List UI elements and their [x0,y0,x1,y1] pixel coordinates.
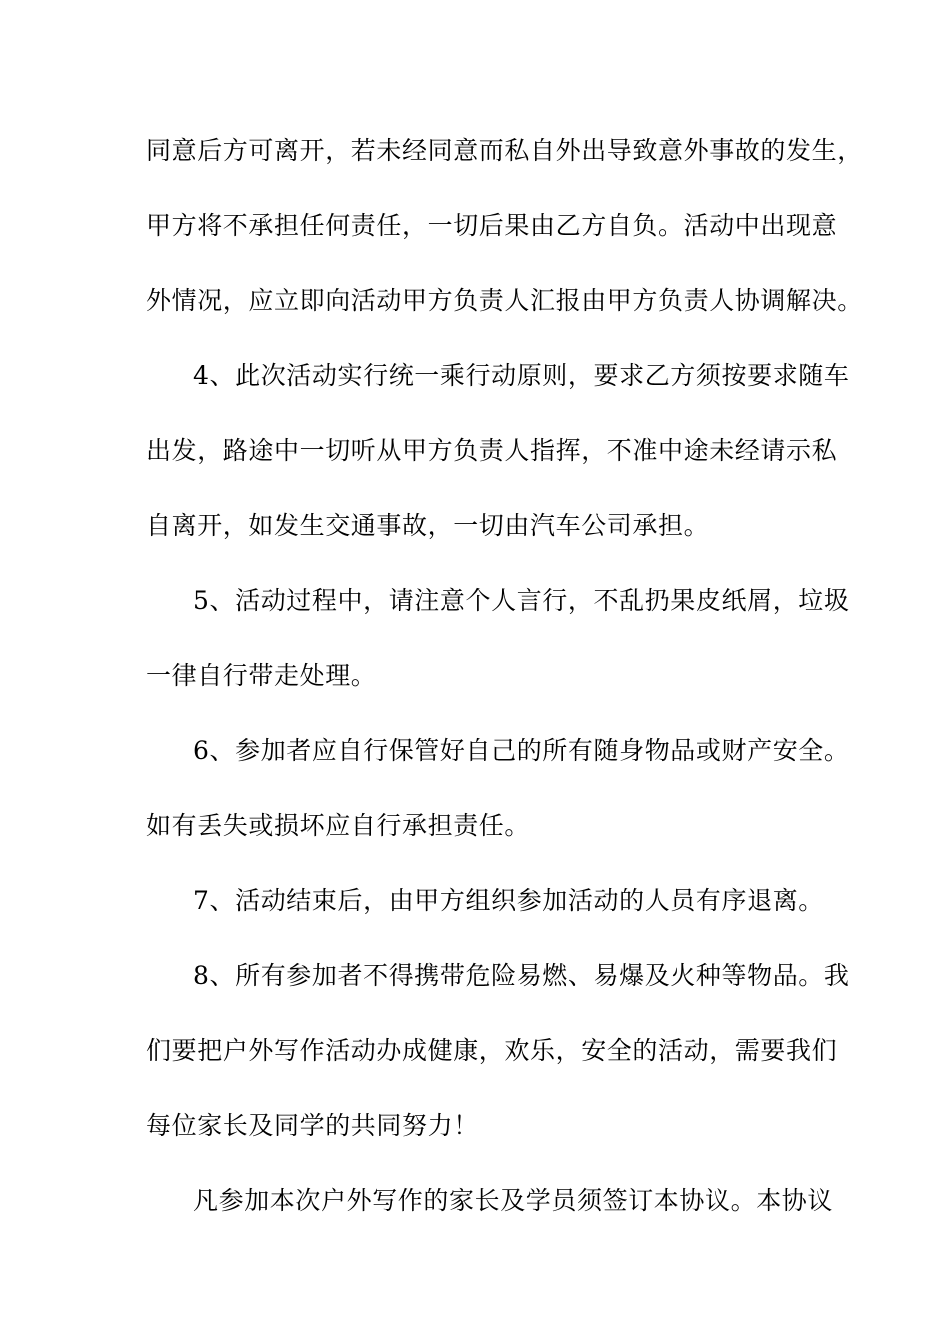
paragraph-7-line: 7、活动结束后，由甲方组织参加活动的人员有序退离。 [193,886,824,915]
text-line: 如有丢失或损坏应自行承担责任。 [146,811,531,840]
text-line: 甲方将不承担任何责任，一切后果由乙方自负。活动中出现意 [146,211,838,240]
text-line: 外情况，应立即向活动甲方负责人汇报由甲方负责人协调解决。 [146,286,863,315]
text-line: 每位家长及同学的共同努力！ [146,1111,479,1140]
paragraph-6-line: 6、参加者应自行保管好自己的所有随身物品或财产安全。 [193,736,850,765]
paragraph-4-line: 4、此次活动实行统一乘行动原则，要求乙方须按要求随车 [193,361,850,390]
text-line: 们要把户外写作活动办成健康，欢乐，安全的活动，需要我们 [146,1036,838,1065]
text-line: 一律自行带走处理。 [146,661,377,690]
text-line: 出发，路途中一切听从甲方负责人指挥，不准中途未经请示私 [146,436,838,465]
paragraph-5-line: 5、活动过程中，请注意个人言行，不乱扔果皮纸屑，垃圾 [193,586,850,615]
closing-paragraph-line: 凡参加本次户外写作的家长及学员须签订本协议。本协议 [193,1186,834,1215]
text-line: 自离开，如发生交通事故，一切由汽车公司承担。 [146,511,710,540]
text-line: 同意后方可离开，若未经同意而私自外出导致意外事故的发生， [146,136,863,165]
paragraph-8-line: 8、所有参加者不得携带危险易燃、易爆及火种等物品。我 [193,961,850,990]
